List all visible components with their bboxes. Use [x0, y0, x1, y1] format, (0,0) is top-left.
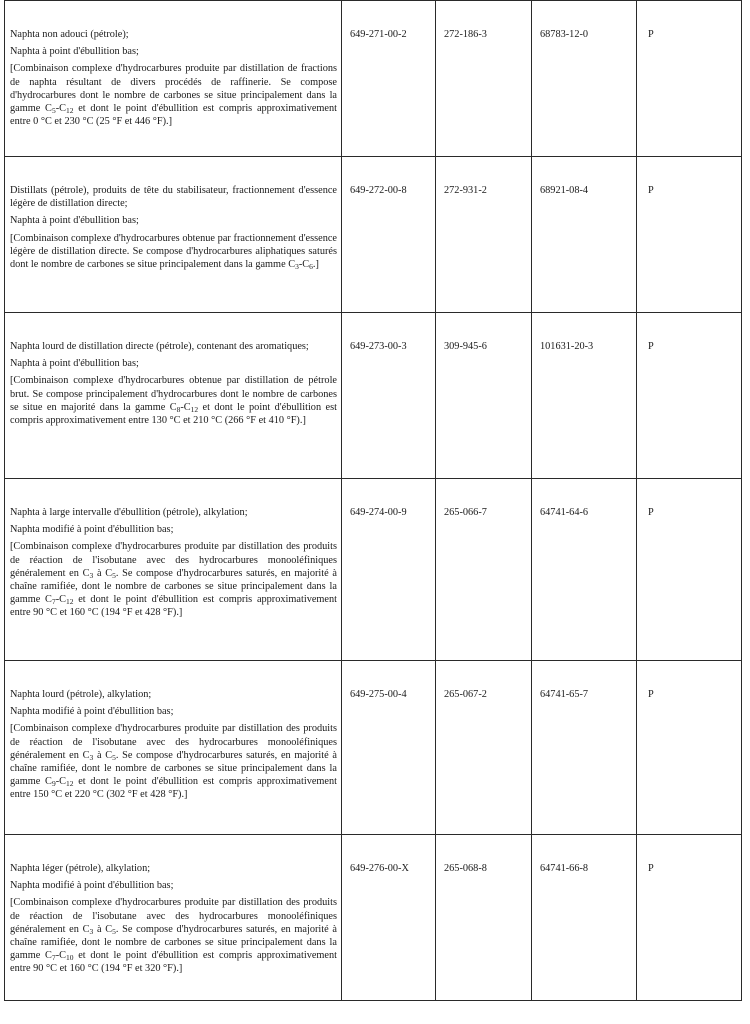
notes-cell: P [637, 157, 742, 313]
index-number-cell: 649-271-00-2 [342, 1, 436, 157]
substance-description-cell [5, 661, 342, 835]
definition-text: . Se compose d'hydrocarbures saturés, en majorité à chaîne ramifiée, dont le nombre de carbones se situe principalement dans la gamme C [10, 567, 337, 606]
substance-synonym: Naphta à point d'ébullition bas; [10, 358, 139, 370]
substance-name: Naphta non adouci (pétrole); [10, 29, 129, 40]
substance-synonym: Naphta modifié à point d'ébullition bas; [10, 524, 174, 536]
index-number-cell: 649-273-00-3 [342, 313, 436, 479]
index-number-cell: 649-272-00-8 [342, 157, 436, 313]
substance-synonym: Naphta à point d'ébullition bas; [10, 215, 139, 227]
table-row [5, 835, 742, 1001]
index-number-cell: 649-276-00-X [342, 835, 436, 1001]
definition-text: [Combinaison complexe d'hydrocarbures produite par distillation des produits de réaction de l'isobutane avec des hydrocarbures monooléfiniques généralement en C [10, 541, 337, 579]
definition-subscript: 3 [295, 262, 299, 272]
definition-text: [Combinaison complexe d'hydrocarbures obtenue par distillation de pétrole brut. Se compose principalement d'hydrocarbures dont le nombre de carbones se situe en majorité dans la gamme C [10, 375, 337, 413]
substance-definition [10, 896, 337, 975]
definition-subscript: 5 [112, 570, 116, 580]
ec-number-cell: 265-066-7 [436, 479, 532, 661]
substance-definition [10, 374, 337, 427]
definition-text: .] [312, 259, 319, 271]
definition-subscript: 12 [65, 597, 74, 607]
definition-text: -C [55, 594, 66, 606]
substance-table [4, 0, 742, 1001]
definition-subscript: 3 [89, 926, 94, 936]
definition-subscript: 5 [112, 926, 116, 936]
definition-text: [Combinaison complexe d'hydrocarbures produite par distillation de fractions de naphta résultant de divers procédés de raffinerie. Se compose d'hydrocarbures dont le nombre de carbones se situe principalement dans la gamme C [10, 63, 337, 115]
cas-number-cell: 64741-66-8 [532, 835, 637, 1001]
table-row [5, 479, 742, 661]
substance-definition [10, 62, 337, 128]
definition-subscript: 3 [89, 752, 94, 762]
substance-synonym: Naphta à point d'ébullition bas; [10, 46, 139, 58]
cas-number-cell: 68783-12-0 [532, 1, 637, 157]
notes-cell: P [637, 661, 742, 835]
substance-definition [10, 232, 337, 272]
substance-name: Naphta lourd de distillation directe (pétrole), contenant des aromatiques; [10, 341, 309, 352]
definition-subscript: 10 [65, 953, 74, 963]
definition-subscript: 7 [51, 953, 56, 963]
definition-text: . Se compose d'hydrocarbures saturés, en majorité à chaîne ramifiée, dont le nombre de carbones se situe principalement dans la gamme C [10, 749, 337, 788]
substance-table-body [5, 1, 742, 1001]
definition-text: -C [298, 259, 310, 271]
substance-synonym: Naphta modifié à point d'ébullition bas; [10, 880, 174, 892]
substance-name: Naphta à large intervalle d'ébullition (pétrole), alkylation; [10, 507, 248, 518]
definition-subscript: 5 [112, 752, 116, 762]
substance-name: Naphta léger (pétrole), alkylation; [10, 863, 151, 874]
substance-description-cell [5, 313, 342, 479]
ec-number-cell: 265-068-8 [436, 835, 532, 1001]
definition-text: et dont le point d'ébullition est compris approximativement entre 0 °C et 230 °C (25 °F et 446 °F).] [10, 103, 338, 128]
definition-subscript: 12 [65, 106, 74, 116]
definition-subscript: 9 [51, 779, 56, 789]
definition-text: [Combinaison complexe d'hydrocarbures obtenue par fractionnement d'essence légère de distillation directe. Se compose d'hydrocarbures aliphatiques saturés dont le nombre de carbones se situe principalement dans la gamme C [10, 232, 337, 271]
definition-subscript: 12 [190, 404, 199, 414]
definition-text: à C [93, 923, 113, 935]
definition-text: [Combinaison complexe d'hydrocarbures produite par distillation des produits de réaction de l'isobutane avec des hydrocarbures monooléfiniques généralement en C [10, 897, 337, 935]
cas-number-cell: 68921-08-4 [532, 157, 637, 313]
substance-description-cell [5, 157, 342, 313]
table-row [5, 1, 742, 157]
definition-text: -C [55, 103, 66, 115]
definition-text: [Combinaison complexe d'hydrocarbures produite par distillation des produits de réaction de l'isobutane avec des hydrocarbures monooléfiniques généralement en C [10, 723, 337, 761]
definition-text: à C [93, 567, 113, 579]
substance-description-cell [5, 479, 342, 661]
ec-number-cell: 272-186-3 [436, 1, 532, 157]
definition-subscript: 7 [51, 597, 56, 607]
substance-name: Distillats (pétrole), produits de tête du stabilisateur, fractionnement d'essence légère de distillation directe; [10, 185, 337, 210]
substance-definition [10, 540, 337, 619]
notes-cell: P [637, 479, 742, 661]
definition-text: et dont le point d'ébullition est compris approximativement entre 90 °C et 160 °C (194 °F et 428 °F).] [10, 594, 338, 619]
notes-cell: P [637, 1, 742, 157]
cas-number-cell: 101631-20-3 [532, 313, 637, 479]
substance-description-cell [5, 835, 342, 1001]
ec-number-cell: 309-945-6 [436, 313, 532, 479]
substance-name: Naphta lourd (pétrole), alkylation; [10, 689, 152, 700]
definition-subscript: 8 [176, 404, 181, 414]
substance-definition [10, 722, 337, 801]
substance-description-cell [5, 1, 342, 157]
notes-cell: P [637, 313, 742, 479]
index-number-cell: 649-274-00-9 [342, 479, 436, 661]
definition-text: et dont le point d'ébullition est compris approximativement entre 90 °C et 160 °C (194 °F et 320 °F).] [10, 950, 338, 975]
definition-text: -C [55, 776, 66, 788]
definition-text: et dont le point d'ébullition est compris approximativement entre 150 °C et 220 °C (302 °F et 428 °F).] [10, 776, 338, 801]
definition-text: -C [180, 401, 191, 413]
definition-text: -C [55, 950, 66, 962]
substance-synonym: Naphta modifié à point d'ébullition bas; [10, 706, 174, 718]
cas-number-cell: 64741-65-7 [532, 661, 637, 835]
definition-text: et dont le point d'ébullition est compris approximativement entre 130 °C et 210 °C (266 °F et 410 °F).] [10, 401, 337, 427]
definition-subscript: 3 [89, 570, 94, 580]
ec-number-cell: 272-931-2 [436, 157, 532, 313]
table-row [5, 157, 742, 313]
ec-number-cell: 265-067-2 [436, 661, 532, 835]
definition-subscript: 12 [65, 779, 74, 789]
definition-subscript: 5 [51, 106, 56, 116]
definition-text: . Se compose d'hydrocarbures saturés, en majorité à chaîne ramifiée, dont le nombre de carbones se situe principalement dans la gamme C [10, 923, 337, 962]
notes-cell: P [637, 835, 742, 1001]
table-row [5, 313, 742, 479]
table-row [5, 661, 742, 835]
definition-text: à C [93, 749, 113, 761]
definition-subscript: 6 [309, 262, 313, 272]
index-number-cell: 649-275-00-4 [342, 661, 436, 835]
cas-number-cell: 64741-64-6 [532, 479, 637, 661]
